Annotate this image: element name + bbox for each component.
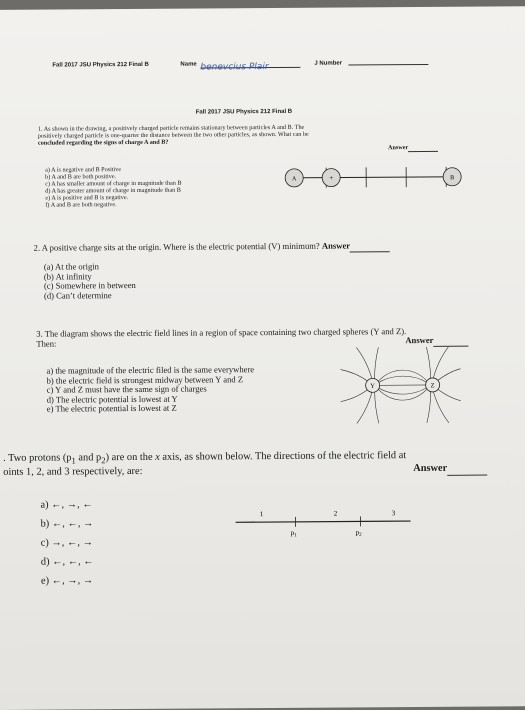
name-label: Name [180,62,196,68]
q3-field-line [357,389,373,423]
q3-option: c) Y and Z must have the same sign of charges [47,384,255,395]
q3-field-line [432,347,448,381]
q4-x-variable: x [155,452,160,463]
q3-stem-line: Then: [36,337,406,349]
number-field [348,63,428,66]
q1-answer-blank [408,144,438,152]
q4-subscript: 2 [101,455,105,465]
q4-option: d) ←, ←, ← [41,552,94,571]
q4-point-label: 2 [334,510,338,518]
q3-field-line [374,347,378,379]
q3-field-line [375,370,431,385]
q1-option: c) A has smaller amount of charge in magnitude than B [45,180,181,188]
q3-field-line-diagram [340,345,461,426]
q1-option: b) A and B are both positive. [45,173,181,181]
q4-answer-blank [447,463,487,476]
q3-option: b) the electric field is strongest midway between Y and Z [47,375,255,386]
q3-options [46,365,254,414]
q4-stem-line: oints 1, 2, and 3 respectively, are: [3,464,406,479]
q3-sphere-y-label: Y [370,383,375,390]
q1-option: a) A is negative and B Positive [45,166,181,174]
q3-option: d) The electric potential is lowest at Y [47,394,255,405]
q2-option: (a) At the origin [44,262,136,272]
q1-options [45,166,182,209]
q2-answer-label: Answer [322,240,350,250]
number-label: J Number [314,61,342,67]
name-value: benevcius Plair [200,62,268,72]
q3-field-line [375,376,431,385]
q1-option: d) A has greater amount of charge in magnitude than B [45,187,181,195]
q3-field-line [433,389,449,423]
q3-sphere-z-label: Z [431,382,435,389]
q1-option: f) A and B are both negative. [45,201,181,209]
q1-stem-line: concluded regarding the signs of charge A and B? [38,138,309,147]
q4-axis-diagram [235,504,410,540]
q1-answer-label: Answer [388,144,408,151]
q4-proton-p2-label: $p_2$ [356,528,363,538]
q3-field-line [375,385,431,394]
q2-option: (d) Can’t determine [44,291,136,301]
q4-point-label: 3 [392,509,396,517]
q4-option: c) →, ←, → [41,533,94,552]
q3-field-lines [340,347,461,424]
q2-stem-text: 2. A positive charge sits at the origin. Where is the electric potential (V) minimum? [34,241,320,253]
q1-axis-line [286,177,461,178]
q2-option: (b) At infinity [44,272,136,282]
q3-option: a) the magnitude of the electric filed is the same everywhere [46,365,254,376]
q4-stem-part: axis, as shown below. The directions of the electric field at [160,450,406,463]
subtitle: Fall 2017 JSU Physics 212 Final B [196,109,292,116]
q4-option: e) ←, →, → [41,571,94,590]
q4-option: b) ←, ←, → [41,514,94,533]
q1-answer [388,144,438,152]
q2-options [44,262,136,301]
exam-page [0,6,525,710]
q1-stem-line: 1. As shown in the drawing, a positively charged particle remains stationary between particles A and B. The [38,124,309,133]
q3-field-line [427,391,431,423]
q4-stem [3,450,406,479]
q1-stem [38,124,309,147]
q4-subscript: 1 [71,455,75,465]
q3-option: e) The electric potential is lowest at Z [47,404,255,415]
q3-answer-label: Answer [405,335,433,345]
q4-proton-p1-label: $p_1$ [291,529,298,539]
q4-x-axis [236,521,411,522]
q1-charge-b-label: B [450,175,454,181]
q4-answer-label: Answer [413,463,447,474]
q1-charge-plus-label: + [329,174,333,182]
q3-stem-line: 3. The diagram shows the electric field lines in a region of space containing two charged spheres (Y and Z). [36,327,406,339]
q3-field-line [356,347,372,381]
q4-option: a) ←, →, ← [40,495,93,514]
q3-field-line [341,369,371,383]
q1-option: e) A is positive and B is negative. [45,194,181,202]
q1-charge-diagram [286,157,486,198]
q4-stem-part: ) are on the [106,452,156,463]
header-title: Fall 2017 JSU Physics 212 Final B [52,62,148,69]
q2-option: (c) Somewhere in between [44,281,136,291]
q4-point-label: 1 [260,510,264,518]
q3-field-line [375,385,431,400]
name-field [200,56,300,69]
q1-charge-a-label: A [292,176,297,182]
q1-stem-line: positively charged particle is one-quarter the distance between the two other particles, as shown. What can be [38,131,309,140]
q2-answer-blank [350,241,390,252]
q4-options [40,495,93,590]
q2-stem [34,241,390,254]
q4-answer [413,463,487,477]
q4-stem-part: . Two protons (p [3,452,71,463]
q3-field-line [341,387,371,401]
q3-field-line [426,347,430,379]
q4-stem-part: and p [76,452,101,463]
q3-field-line [375,391,379,423]
q4-stem-line [3,450,406,467]
